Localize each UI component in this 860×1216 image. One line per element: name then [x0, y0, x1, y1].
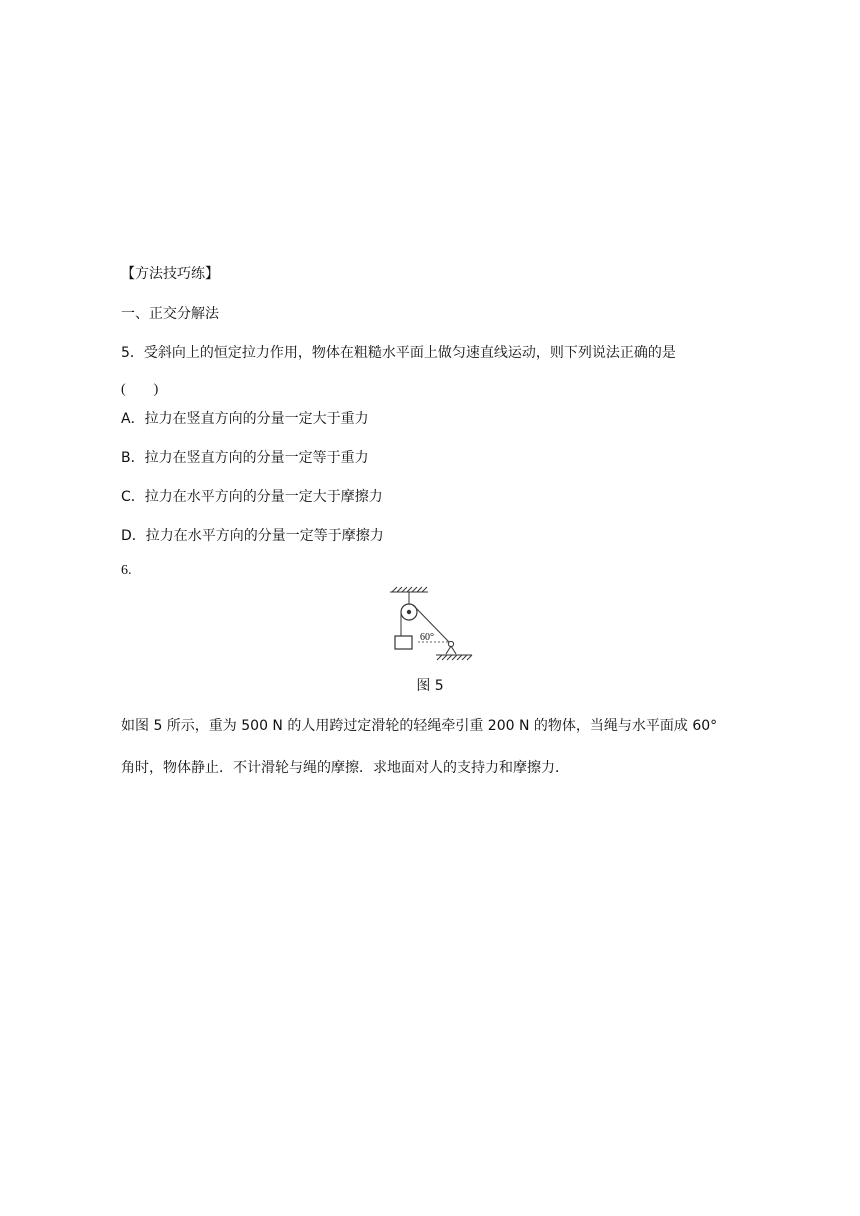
question-5-option-a: A．拉力在竖直方向的分量一定大于重力	[121, 411, 369, 427]
pulley-diagram	[388, 584, 474, 664]
question-5-answer-blank: ( )	[121, 382, 159, 397]
figure-caption: 图 5	[416, 678, 444, 694]
question-6-number: 6.	[121, 563, 132, 578]
question-5-stem: 5．受斜向上的恒定拉力作用，物体在粗糙水平面上做匀速直线运动，则下列说法正确的是	[121, 345, 676, 361]
question-5-option-c: C．拉力在水平方向的分量一定大于摩擦力	[121, 489, 383, 505]
subsection-title: 一、正交分解法	[121, 306, 219, 322]
question-6-text-line-2: 角时，物体静止．不计滑轮与绳的摩擦．求地面对人的支持力和摩擦力．	[121, 760, 569, 776]
person-anchor	[446, 641, 456, 654]
angle-label: 60°	[420, 632, 434, 643]
ceiling-support	[390, 587, 428, 604]
section-title: 【方法技巧练】	[121, 266, 219, 282]
question-6-text-line-1: 如图 5 所示，重为 500 N 的人用跨过定滑轮的轻绳牵引重 200 N 的物体，当绳与水平面成 60°	[121, 718, 718, 734]
ground	[436, 655, 472, 660]
hanging-block	[395, 636, 412, 649]
question-5-option-d: D．拉力在水平方向的分量一定等于摩擦力	[121, 528, 384, 544]
question-5-option-b: B．拉力在竖直方向的分量一定等于重力	[121, 450, 369, 466]
